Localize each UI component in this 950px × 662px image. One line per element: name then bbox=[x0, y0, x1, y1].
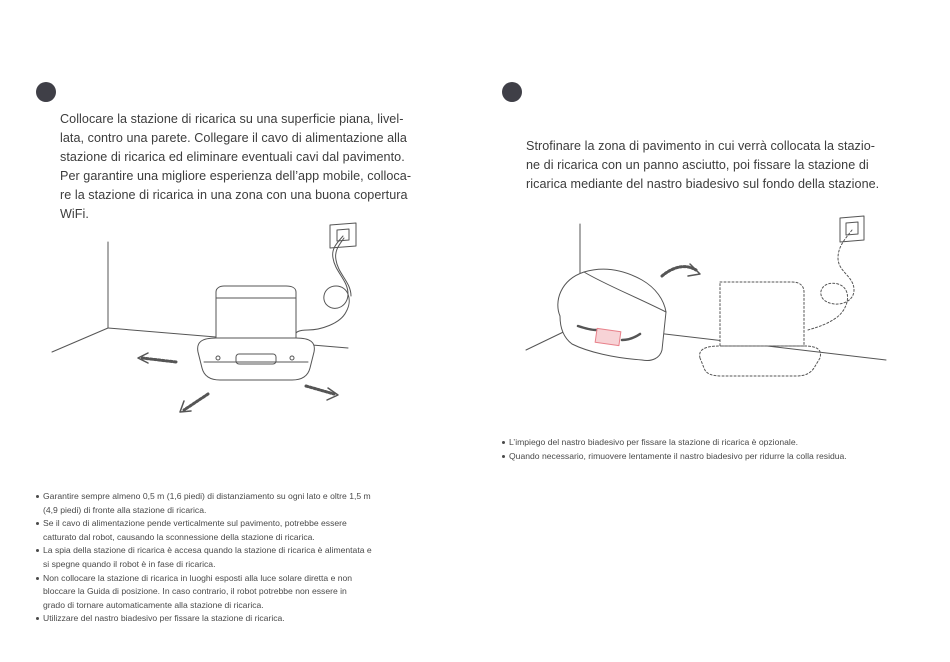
note-item: Utilizzare del nastro biadesivo per fissare la stazione di ricarica. bbox=[36, 612, 372, 626]
instruction-line: Strofinare la zona di pavimento in cui verrà collocata la stazio- bbox=[526, 139, 876, 153]
dock-placement-illustration bbox=[48, 220, 348, 420]
instruction-line: Collocare la stazione di ricarica su una superficie piana, livel- bbox=[60, 112, 404, 126]
note-item: Garantire sempre almeno 0,5 m (1,6 piedi) di distanziamento su ogni lato e oltre 1,5 m (4,9 piedi) di fronte alla stazione di ricarica. bbox=[36, 490, 372, 517]
instruction-line: lata, contro una parete. Collegare il cavo di alimentazione alla bbox=[60, 131, 407, 145]
instruction-line: ricarica mediante del nastro biadesivo sul fondo della stazione. bbox=[526, 177, 880, 191]
note-item: Quando necessario, rimuovere lentamente il nastro biadesivo per ridurre la colla residua. bbox=[502, 450, 847, 464]
note-item: Non collocare la stazione di ricarica in luoghi esposti alla luce solare diretta e non bloccare la Guida di posizione. In caso contrario, il robot potrebbe non essere in grado di tornare automaticamente alla stazione di ricarica. bbox=[36, 572, 372, 613]
instruction-line: ne di ricarica con un panno asciutto, poi fissare la stazione di bbox=[526, 158, 869, 172]
note-item: L’impiego del nastro biadesivo per fissare la stazione di ricarica è opzionale. bbox=[502, 436, 847, 450]
note-item: Se il cavo di alimentazione pende verticalmente sul pavimento, potrebbe essere catturato dal robot, causando la sconnessione della stazione di ricarica. bbox=[36, 517, 372, 544]
instruction-line: re la stazione di ricarica in una zona con una buona copertura bbox=[60, 188, 408, 202]
note-item: La spia della stazione di ricarica è accesa quando la stazione di ricarica è alimentata e si spegne quando il robot è in fase di ricarica. bbox=[36, 544, 372, 571]
step-1-instruction bbox=[60, 110, 411, 224]
step-1-notes bbox=[36, 490, 372, 626]
instruction-line: stazione di ricarica ed eliminare eventuali cavi dal pavimento. bbox=[60, 150, 405, 164]
step-2-notes bbox=[502, 436, 847, 463]
step-2-marker bbox=[502, 82, 522, 102]
step-1-marker bbox=[36, 82, 56, 102]
tape-application-illustration bbox=[524, 212, 894, 382]
instruction-line: Per garantire una migliore esperienza dell’app mobile, colloca- bbox=[60, 169, 412, 183]
instruction-line: WiFi. bbox=[60, 207, 89, 221]
step-2-instruction bbox=[526, 137, 879, 194]
